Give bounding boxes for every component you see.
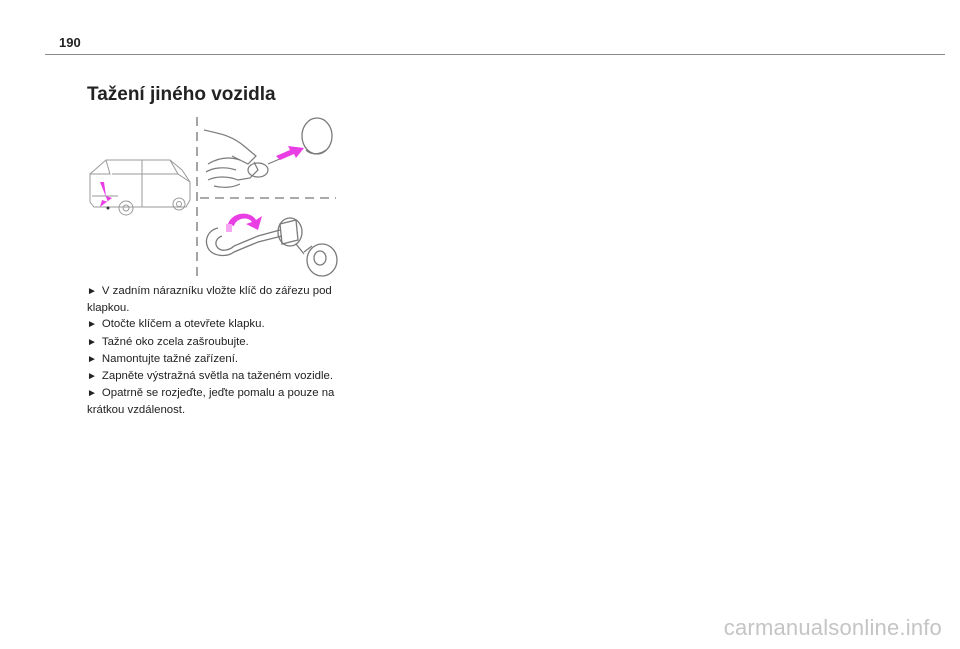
step-text: V zadním nárazníku vložte klíč do zářezu pod klapkou. (87, 285, 332, 315)
step-text: Otočte klíčem a otevřete klapku. (101, 318, 265, 331)
instruction-list (87, 283, 357, 419)
bullet-arrow-icon: ► (87, 353, 97, 365)
step-text: Opatrně se rozjeďte, jeďte pomalu a pouze na krátkou vzdálenost. (87, 387, 335, 417)
step-text: Tažné oko zcela zašroubujte. (101, 335, 249, 348)
watermark: carmanualsonline.info (723, 615, 942, 640)
instruction-step (87, 351, 357, 368)
page-title: Tažení jiného vozidla (87, 84, 276, 105)
instruction-step (87, 368, 357, 385)
bullet-arrow-icon: ► (87, 286, 97, 297)
rotate-arrow-icon (228, 214, 262, 230)
bullet-arrow-icon: ► (87, 388, 97, 400)
instruction-step (87, 385, 357, 418)
towing-illustration (82, 112, 344, 280)
header-rule (45, 54, 945, 55)
van-icon (90, 160, 190, 215)
pointer-arrow-icon (100, 182, 112, 207)
page-number: 190 (59, 35, 81, 50)
hand-key-icon (204, 130, 282, 187)
bullet-arrow-icon: ► (87, 319, 97, 331)
bullet-arrow-icon: ► (87, 371, 97, 383)
rotate-arrow-tail (226, 224, 232, 232)
step-text: Zapněte výstražná světla na taženém vozidle. (101, 370, 334, 383)
bumper-cover-icon (302, 118, 332, 154)
bullet-arrow-icon: ► (87, 336, 97, 348)
instruction-step (87, 334, 357, 351)
instruction-step (87, 283, 357, 316)
insert-arrow-icon (276, 146, 304, 160)
instruction-step (87, 316, 357, 333)
step-text: Namontujte tažné zařízení. (101, 352, 239, 365)
tow-point-marker (107, 207, 110, 210)
